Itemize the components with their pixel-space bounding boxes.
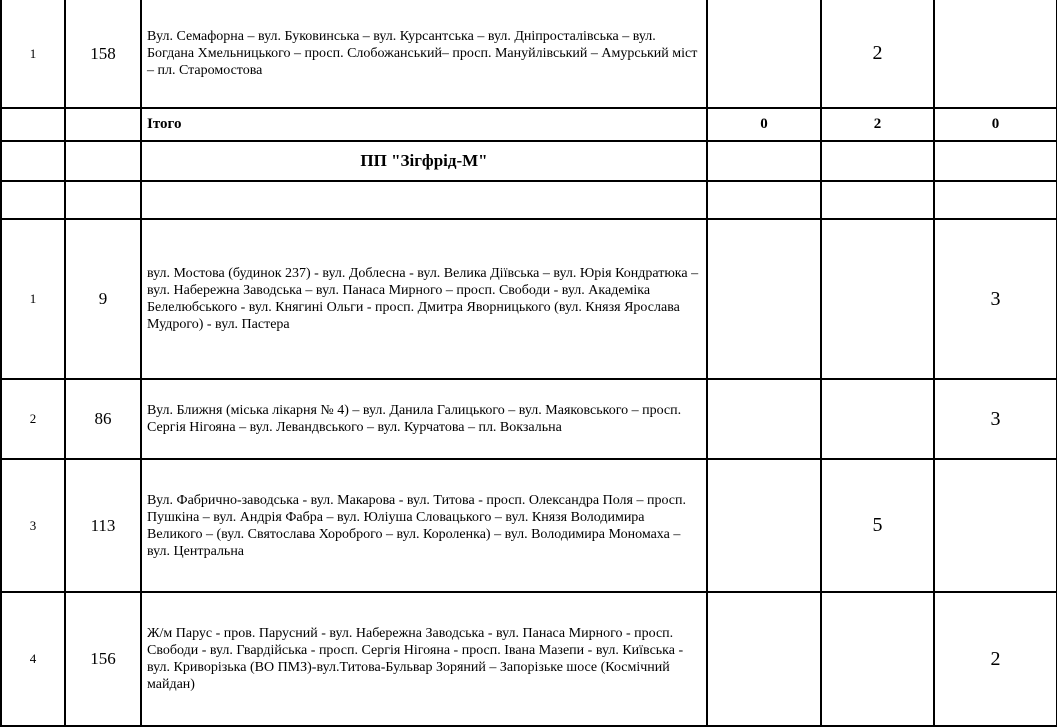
route-number: 158 [65, 0, 141, 108]
total-col6: 0 [934, 108, 1057, 141]
route-description: Вул. Семафорна – вул. Буковинська – вул. Курсантська – вул. Дніпросталівська – вул. Богдана Хмельницького – просп. Слобожанський– просп. Мануйлівський – Амурський міст – пл. Старомостова [141, 0, 707, 108]
route-number: 113 [65, 459, 141, 592]
cell-col6 [934, 459, 1057, 592]
company-header-row [1, 141, 1057, 181]
cell-col5: 2 [821, 0, 934, 108]
cell-col4 [707, 0, 821, 108]
table-row [1, 219, 1057, 379]
cell-col6: 3 [934, 219, 1057, 379]
cell-col4 [707, 459, 821, 592]
row-number: 1 [1, 219, 65, 379]
table-row [1, 592, 1057, 726]
company-name: ПП "Зігфрід-М" [141, 141, 707, 181]
route-number: 156 [65, 592, 141, 726]
cell-col6 [934, 0, 1057, 108]
route-number: 9 [65, 219, 141, 379]
row-number: 1 [1, 0, 65, 108]
route-description: Ж/м Парус - пров. Парусний - вул. Набережна Заводська - вул. Панаса Мирного - просп. Свободи - вул. Гвардійська - просп. Сергія Нігояна - просп. Івана Мазепи - вул. Київська - вул. Криворізька (ВО ПМЗ)-вул.Титова-Бульвар Зоряний – Запорізьке шосе (Космічний майдан) [141, 592, 707, 726]
route-description: Вул. Фабрично-заводська - вул. Макарова - вул. Титова - просп. Олександра Поля – просп. Пушкіна – вул. Андрія Фабра – вул. Юліуша Словацького – вул. Князя Володимира Великого – (вул. Святослава Хороброго – вул. Короленка) – вул. Володимира Мономаха – вул. Центральна [141, 459, 707, 592]
table-row [1, 379, 1057, 459]
cell-col6: 3 [934, 379, 1057, 459]
cell-col5 [821, 379, 934, 459]
table-row [1, 0, 1057, 108]
empty-row [1, 181, 1057, 219]
cell-col4 [707, 219, 821, 379]
cell-col6: 2 [934, 592, 1057, 726]
row-number: 2 [1, 379, 65, 459]
total-row [1, 108, 1057, 141]
cell-col4 [707, 592, 821, 726]
row-number: 3 [1, 459, 65, 592]
total-label: Ітого [141, 108, 707, 141]
cell-col5: 5 [821, 459, 934, 592]
cell-col4 [707, 379, 821, 459]
row-number: 4 [1, 592, 65, 726]
cell-col5 [821, 592, 934, 726]
cell-col5 [821, 219, 934, 379]
route-description: вул. Мостова (будинок 237) - вул. Доблесна - вул. Велика Діївська – вул. Юрія Кондратюка – вул. Набережна Заводська – вул. Панаса Мирного – просп. Свободи - вул. Академіка Белелюбського - вул. Княгині Ольги - просп. Дмитра Яворницького (вул. Князя Ярослава Мудрого) - вул. Пастера [141, 219, 707, 379]
table-row [1, 459, 1057, 592]
route-number: 86 [65, 379, 141, 459]
route-description: Вул. Ближня (міська лікарня № 4) – вул. Данила Галицького – вул. Маяковського – просп. Сергія Нігояна – вул. Левандвського – вул. Курчатова – пл. Вокзальна [141, 379, 707, 459]
total-col5: 2 [821, 108, 934, 141]
total-col4: 0 [707, 108, 821, 141]
